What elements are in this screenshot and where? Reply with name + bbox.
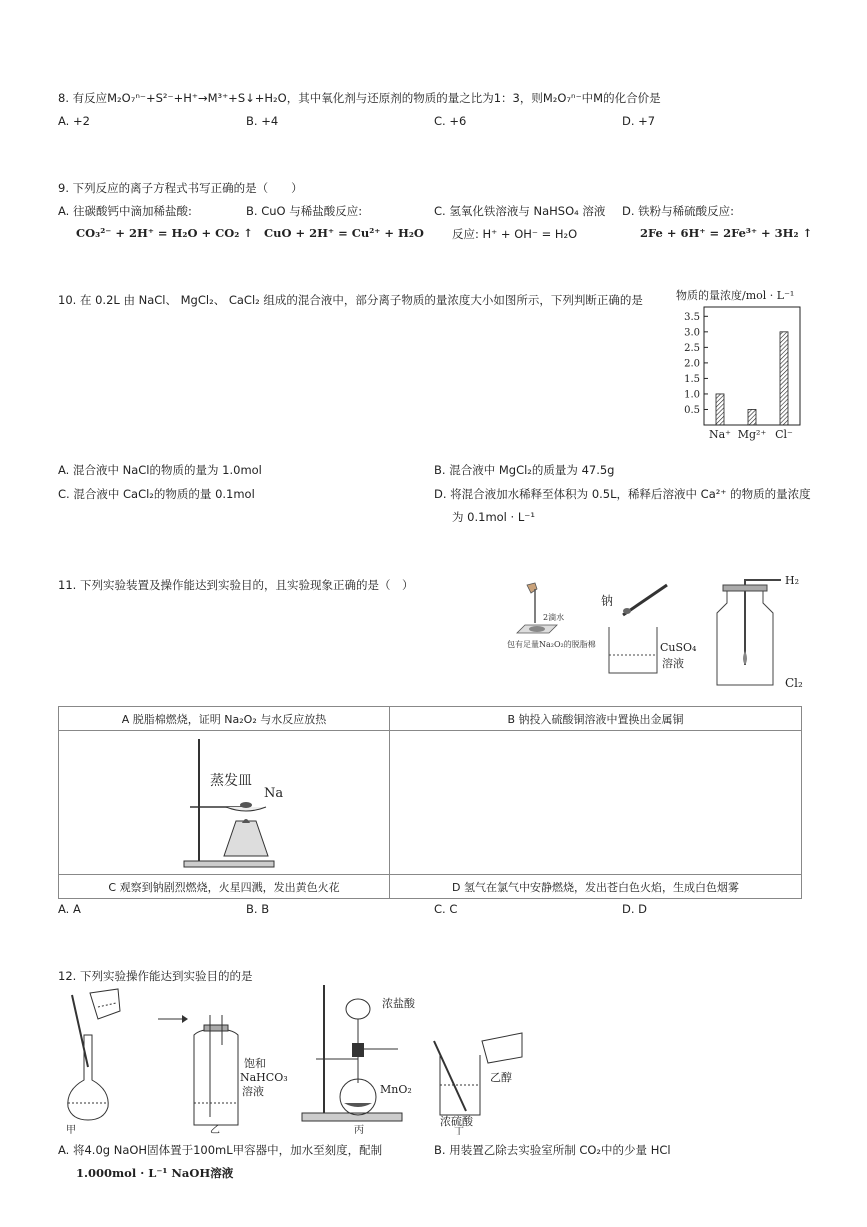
beaker-ding — [434, 1033, 522, 1135]
bar-0 — [716, 394, 724, 425]
q8-option-c: C. +6 — [434, 114, 467, 128]
q8-stem: 8. 有反应M₂O₇ⁿ⁻+S²⁻+H⁺→M³⁺+S↓+H₂O，其中氧化剂与还原剂的物质的量之比为1：3，则M₂O₇ⁿ⁻中M的化合价是 — [58, 91, 661, 105]
q9-option-a-eq: CO₃²⁻ + 2H⁺ = H₂O + CO₂ ↑ — [76, 226, 253, 240]
h2so4-label: 浓硫酸 — [440, 1115, 473, 1128]
q10-option-b: B. 混合液中 MgCl₂的质量为 47.5g — [434, 463, 615, 477]
cotton-label: 包有足量Na₂O₂的脱脂棉 — [507, 640, 596, 649]
cell-c: C 观察到钠剧烈燃烧，火星四溅，发出黄色火花 — [59, 875, 390, 899]
y-tick-label: 0.5 — [684, 404, 700, 416]
y-tick-label: 3.5 — [684, 311, 700, 323]
sol-label: 溶液 — [242, 1085, 264, 1098]
h2-cl2-bottle-figure — [717, 575, 803, 690]
q12-option-a: A. 将4.0g NaOH固体置于100mL甲容器中，加水至刻度，配制 — [58, 1143, 383, 1157]
q11-stem: 11. 下列实验装置及操作能达到实验目的，且实验现象正确的是（ ） — [58, 578, 414, 592]
cell-d: D 氢气在氯气中安静燃烧，发出苍白色火焰，生成白色烟雾 — [390, 875, 802, 899]
y-tick-label: 2.0 — [684, 358, 700, 370]
sodium-label: 钠 — [601, 594, 614, 608]
cotton-dropper-figure — [507, 583, 596, 649]
bing-label: 丙 — [354, 1125, 364, 1135]
q9-option-b-eq: CuO + 2H⁺ = Cu²⁺ + H₂O — [264, 226, 424, 240]
q11-option-c: C. C — [434, 902, 458, 916]
q9-option-d-eq: 2Fe + 6H⁺ = 2Fe³⁺ + 3H₂ ↑ — [640, 226, 813, 240]
apparatus-bing — [302, 985, 416, 1135]
q10-option-c: C. 混合液中 CaCl₂的物质的量 0.1mol — [58, 487, 255, 501]
q8-option-b: B. +4 — [246, 114, 279, 128]
mno2-label: MnO₂ — [380, 1083, 412, 1096]
sodium-burning-figure — [154, 731, 294, 871]
flask-jia — [66, 989, 120, 1135]
hcl-label: 浓盐酸 — [382, 997, 415, 1010]
cuso4-label: CuSO₄ — [660, 641, 697, 654]
q8-option-a: A. +2 — [58, 114, 90, 128]
solution-label: 溶液 — [662, 657, 684, 670]
q9-option-c-eq: 反应: H⁺ + OH⁻ = H₂O — [452, 227, 578, 241]
chart-categories — [709, 428, 793, 441]
q9-option-d-label: D. 铁粉与稀硫酸反应: — [622, 204, 735, 218]
na-label: Na — [264, 786, 284, 801]
q10-bar-chart — [668, 285, 808, 445]
chart-bars — [716, 332, 788, 425]
nahco3-label: NaHCO₃ — [240, 1071, 288, 1084]
dish-label: 蒸发皿 — [210, 773, 252, 789]
q12-option-a-cont: 1.000mol · L⁻¹ NaOH溶液 — [76, 1166, 234, 1180]
q11-option-d: D. D — [622, 902, 648, 916]
cell-c-figure — [59, 731, 390, 875]
q12-stem: 12. 下列实验操作能达到实验目的的是 — [58, 969, 253, 983]
cl2-label: Cl₂ — [785, 676, 803, 690]
q11-figures — [505, 575, 805, 690]
bar-2 — [780, 332, 788, 425]
cell-a: A 脱脂棉燃烧，证明 Na₂O₂ 与水反应放热 — [59, 707, 390, 731]
q9-option-a-label: A. 往碳酸钙中滴加稀盐酸: — [58, 204, 192, 218]
yi-label: 乙 — [210, 1125, 220, 1135]
ethanol-label: 乙醇 — [490, 1071, 512, 1084]
cell-d-figure — [390, 731, 802, 875]
q10-option-d: D. 将混合液加水稀释至体积为 0.5L，稀释后溶液中 Ca²⁺ 的物质的量浓度 — [434, 487, 811, 501]
cell-b: B 钠投入硫酸铜溶液中置换出金属铜 — [390, 707, 802, 731]
bottle-yi — [158, 1015, 288, 1135]
q8-option-d: D. +7 — [622, 114, 656, 128]
q10-option-a: A. 混合液中 NaCl的物质的量为 1.0mol — [58, 463, 262, 477]
beaker-sodium-figure — [601, 585, 697, 673]
q9-stem: 9. 下列反应的离子方程式书写正确的是（ ） — [58, 181, 303, 195]
ding-label: 丁 — [454, 1127, 464, 1135]
q11-option-b: B. B — [246, 902, 270, 916]
q9-option-c-label: C. 氢氧化铁溶液与 NaHSO₄ 溶液 — [434, 204, 606, 218]
category-label: Mg²⁺ — [737, 428, 767, 441]
h2-label: H₂ — [785, 575, 800, 587]
y-tick-label: 3.0 — [684, 327, 700, 339]
q11-experiment-table — [58, 706, 802, 899]
bar-1 — [748, 409, 756, 425]
water-label: 2滴水 — [543, 613, 565, 622]
q12-figures — [58, 985, 538, 1135]
category-label: Na⁺ — [709, 428, 731, 441]
chart-ylabel: 物质的量浓度/mol · L⁻¹ — [676, 289, 795, 302]
q11-option-a: A. A — [58, 902, 81, 916]
q10-stem: 10. 在 0.2L 由 NaCl、 MgCl₂、 CaCl₂ 组成的混合液中，部分离子物质的量浓度大小如图所示，下列判断正确的是 — [58, 293, 643, 307]
q12-option-b: B. 用装置乙除去实验室所制 CO₂中的少量 HCl — [434, 1143, 671, 1157]
sat-label: 饱和 — [244, 1057, 266, 1070]
q10-option-d-cont: 为 0.1mol · L⁻¹ — [452, 510, 535, 524]
category-label: Cl⁻ — [775, 428, 793, 441]
jia-label: 甲 — [66, 1125, 76, 1135]
q9-option-b-label: B. CuO 与稀盐酸反应: — [246, 204, 363, 218]
y-tick-label: 1.5 — [684, 373, 700, 385]
y-tick-label: 2.5 — [684, 342, 700, 354]
y-tick-label: 1.0 — [684, 389, 700, 401]
